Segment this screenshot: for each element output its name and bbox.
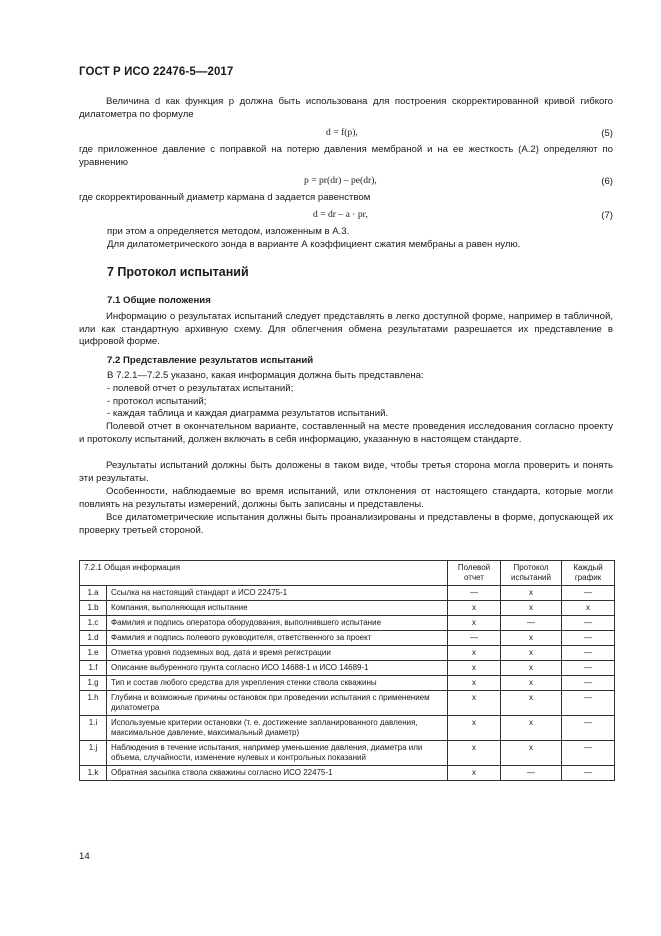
row-mark: —: [562, 631, 615, 646]
paragraph: В 7.2.1—7.2.5 указано, какая информация должна быть представлена:: [107, 370, 424, 381]
table-row: [80, 631, 615, 646]
table-row: [80, 691, 615, 716]
row-mark: —: [562, 661, 615, 676]
paragraph: где скорректированный диаметр кармана d задается равенством: [79, 192, 371, 203]
row-number: 1.a: [80, 586, 107, 601]
row-number: 1.e: [80, 646, 107, 661]
row-number: 1.h: [80, 691, 107, 716]
list-item: - протокол испытаний;: [107, 395, 207, 407]
formula-number: (7): [601, 210, 613, 221]
row-description: Тип и состав любого средства для укрепления стенки ствола скважины: [107, 676, 448, 691]
paragraph: Информацию о результатах испытаний следует представлять в легко доступной форме, например в табличной, или как стандартную архивную схему. Для облегчения обмена результатами разрешается их представление в цифровой форме.: [79, 311, 613, 348]
row-description: Фамилия и подпись оператора оборудования, выполнившего испытание: [107, 616, 448, 631]
formula-6: p = pr(dr) – pe(dr),: [304, 175, 377, 186]
row-mark: x: [501, 601, 562, 616]
row-mark: x: [501, 741, 562, 766]
list-item: - полевой отчет о результатах испытаний;: [107, 383, 294, 394]
paragraph: Полевой отчет в окончательном варианте, составленный на месте проведения исследования согласно проекту и протоколу испытаний, должен включать в себя информацию, указанную в настоящем стандарте.: [79, 421, 613, 445]
table-row: [80, 646, 615, 661]
formula-number: (5): [601, 128, 613, 139]
row-number: 1.j: [80, 741, 107, 766]
row-mark: —: [501, 766, 562, 781]
table-header-cell: Каждый график: [562, 561, 615, 586]
row-description: Фамилия и подпись полевого руководителя, ответственного за проект: [107, 631, 448, 646]
row-description: Отметка уровня подземных вод, дата и время регистрации: [107, 646, 448, 661]
row-number: 1.k: [80, 766, 107, 781]
table-row: [80, 676, 615, 691]
row-mark: x: [448, 741, 501, 766]
table-row: [80, 716, 615, 741]
row-number: 1.b: [80, 601, 107, 616]
table-header-row: [80, 561, 615, 586]
row-number: 1.g: [80, 676, 107, 691]
general-info-table: [79, 560, 615, 781]
row-mark: x: [501, 691, 562, 716]
row-mark: x: [448, 616, 501, 631]
row-mark: x: [501, 646, 562, 661]
paragraph: где приложенное давление с поправкой на потерю давления мембраной и на ее жесткость (А.2) определяют по уравнению: [79, 144, 613, 168]
row-number: 1.i: [80, 716, 107, 741]
row-mark: x: [448, 691, 501, 716]
row-mark: —: [562, 646, 615, 661]
row-mark: x: [501, 631, 562, 646]
row-mark: —: [448, 631, 501, 646]
row-mark: x: [501, 716, 562, 741]
table-body: [80, 586, 615, 781]
row-description: Глубина и возможные причины остановок при проведении испытания с применением дилатометра: [107, 691, 448, 716]
list-item: - каждая таблица и каждая диаграмма результатов испытаний.: [107, 408, 389, 420]
row-description: Наблюдения в течение испытания, например уменьшение давления, диаметра или объема, случайности, изменение нулевых и контрольных показаний: [107, 741, 448, 766]
row-number: 1.d: [80, 631, 107, 646]
subsection-heading: 7.1 Общие положения: [107, 295, 211, 306]
table-row: [80, 601, 615, 616]
formula-number: (6): [601, 176, 613, 187]
row-description: Компания, выполняющая испытание: [107, 601, 448, 616]
table-row: [80, 766, 615, 781]
row-mark: —: [562, 766, 615, 781]
section-heading: 7 Протокол испытаний: [107, 265, 249, 279]
row-mark: —: [562, 676, 615, 691]
paragraph: Величина d как функция p должна быть использована для построения скорректированной кривой гибкого дилатометра по формуле: [79, 96, 613, 120]
formula-5: d = f(p),: [326, 127, 358, 138]
row-mark: —: [562, 716, 615, 741]
table-row: [80, 586, 615, 601]
paragraph: Особенности, наблюдаемые во время испытаний, или отклонения от настоящего стандарта, которые могли повлиять на результаты измерений, должны быть записаны и представлены.: [79, 486, 613, 510]
paragraph: Результаты испытаний должны быть доложены в таком виде, чтобы третья сторона могла проверить и понять эти результаты.: [79, 460, 613, 484]
table-row: [80, 741, 615, 766]
paragraph: Для дилатометрического зонда в варианте А коэффициент сжатия мембраны a равен нулю.: [107, 239, 521, 250]
row-mark: x: [448, 676, 501, 691]
paragraph: при этом a определяется методом, изложенным в А.3.: [107, 226, 350, 237]
row-mark: —: [562, 616, 615, 631]
row-mark: x: [448, 646, 501, 661]
paragraph: Все дилатометрические испытания должны быть проанализированы и представлены в форме, допускающей их проверку третьей стороной.: [79, 512, 613, 536]
row-mark: x: [562, 601, 615, 616]
formula-7: d = dr – a · pr,: [313, 209, 368, 220]
row-mark: —: [501, 616, 562, 631]
row-mark: x: [501, 661, 562, 676]
row-description: Используемые критерии остановки (т. е. достижение запланированного давления, максимальное давление, максимальный диаметр): [107, 716, 448, 741]
subsection-heading: 7.2 Представление результатов испытаний: [107, 355, 314, 366]
row-number: 1.c: [80, 616, 107, 631]
row-mark: x: [501, 676, 562, 691]
row-mark: —: [562, 691, 615, 716]
table-row: [80, 616, 615, 631]
table-header-cell: Полевой отчет: [448, 561, 501, 586]
row-number: 1.f: [80, 661, 107, 676]
row-mark: —: [562, 586, 615, 601]
row-description: Обратная засыпка ствола скважины согласно ИСО 22475-1: [107, 766, 448, 781]
row-mark: —: [562, 741, 615, 766]
document-header: ГОСТ Р ИСО 22476-5—2017: [79, 66, 234, 78]
requirements-list: [107, 383, 388, 421]
row-mark: x: [448, 716, 501, 741]
row-mark: x: [448, 766, 501, 781]
row-mark: x: [448, 601, 501, 616]
table-header-cell: 7.2.1 Общая информация: [80, 561, 448, 586]
row-description: Описание выбуренного грунта согласно ИСО 14688-1 и ИСО 14689-1: [107, 661, 448, 676]
row-mark: x: [448, 661, 501, 676]
page-number: 14: [79, 851, 90, 862]
table-header-cell: Протокол испытаний: [501, 561, 562, 586]
row-description: Ссылка на настоящий стандарт и ИСО 22475-1: [107, 586, 448, 601]
table-row: [80, 661, 615, 676]
row-mark: —: [448, 586, 501, 601]
row-mark: x: [501, 586, 562, 601]
